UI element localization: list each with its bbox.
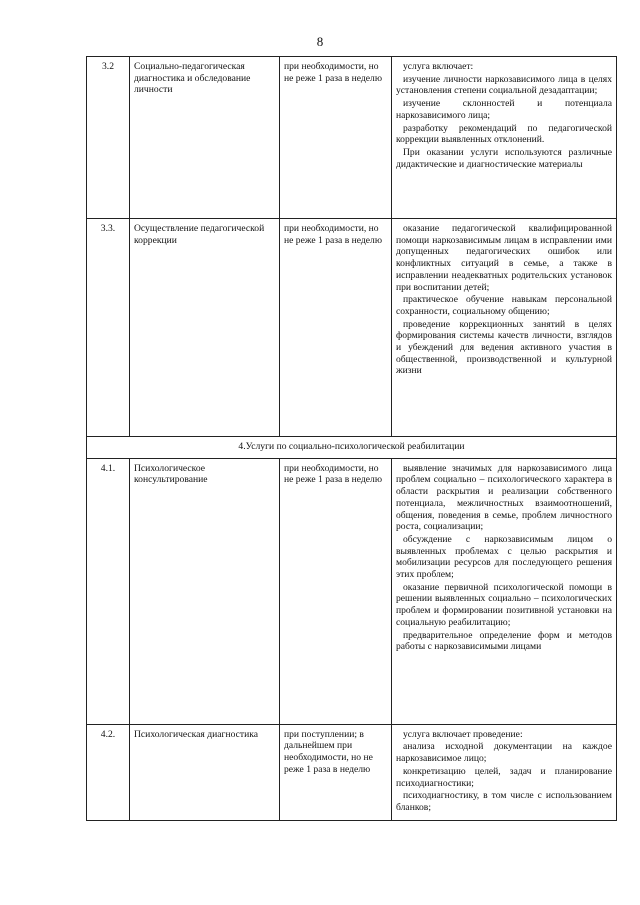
content-paragraph: анализа исходной документации на каждое наркозависимое лицо;: [396, 741, 612, 765]
service-frequency: при необходимости, но не реже 1 раза в неделю: [280, 57, 392, 219]
content-paragraph: практическое обучение навыкам персональной сохранности, социальному общению;: [396, 294, 612, 317]
content-paragraph: оказание педагогической квалифицированной помощи наркозависимым лицам в исправлении ими допущенных педагогических ошибок или конфликтных ситуаций в семье, а также в исправлении неадекватных родительских установок при воспитании детей;: [396, 223, 612, 293]
table-row: [87, 57, 617, 219]
content-paragraph: предварительное определение форм и методов работы с наркозависимыми лицами: [396, 629, 612, 653]
service-frequency: при необходимости, но не реже 1 раза в неделю: [280, 219, 392, 437]
table-row: [87, 219, 617, 437]
content-paragraph: выявление значимых для наркозависимого лица проблем социально – психологического характера в области раскрытия и реализации собственного потенциала, межличностных взаимоотношений, общения, поведения в семье, проблем личностного роста, социализации;: [396, 462, 612, 533]
service-content: [392, 724, 617, 820]
service-content: [392, 57, 617, 219]
service-name: Осуществление педагогической коррекции: [130, 219, 280, 437]
service-content: [392, 458, 617, 724]
service-name: Психологическая диагностика: [130, 724, 280, 820]
table-row: [87, 458, 617, 724]
section-title: 4.Услуги по социально-психологической реабилитации: [87, 437, 617, 459]
content-paragraph: услуга включает:: [403, 61, 474, 72]
content-paragraph: оказание первичной психологической помощи в решении выявленных социально – психологических проблем и формировании позитивной установки на социальную реабилитацию;: [396, 581, 612, 628]
page-number: 8: [316, 34, 324, 49]
service-name: Психологическое консультирование: [130, 458, 280, 724]
service-name: Социально-педагогическая диагностика и обследование личности: [130, 57, 280, 219]
content-paragraph: изучение личности наркозависимого лица в целях установления степени социальной дезадаптации;: [396, 73, 612, 97]
services-table: [86, 56, 617, 821]
service-frequency: при необходимости, но не реже 1 раза в неделю: [280, 458, 392, 724]
content-paragraph: услуга включает проведение:: [403, 728, 523, 740]
content-paragraph: разработку рекомендаций по педагогической коррекции выявленных отклонений.: [396, 122, 612, 146]
row-number: 4.1.: [87, 458, 130, 724]
content-paragraph: обсуждение с наркозависимым лицом о выявленных проблемах с целью раскрытия и мобилизации ресурсов для последующего решения этих проблем;: [396, 533, 612, 581]
content-paragraph: психодиагностику, в том числе с использованием бланков;: [396, 790, 612, 813]
section-header-row: [87, 437, 617, 459]
service-frequency: при поступлении; в дальнейшем при необходимости, но не реже 1 раза в неделю: [280, 724, 392, 820]
table-row: [87, 724, 617, 820]
content-paragraph: изучение склонностей и потенциала наркозависимого лица;: [396, 98, 612, 121]
content-paragraph: При оказании услуги используются различные дидактические и диагностические материалы: [396, 146, 612, 170]
content-paragraph: конкретизацию целей, задач и планирование психодиагностики;: [396, 765, 612, 789]
service-content: [392, 219, 617, 437]
content-paragraph: проведение коррекционных занятий в целях формирования системы качеств личности, взглядов и убеждений для ведения активного участия в общественной, производственной и культурной жизни: [396, 318, 612, 377]
row-number: 4.2.: [87, 724, 130, 820]
row-number: 3.2: [87, 57, 130, 219]
row-number: 3.3.: [87, 219, 130, 437]
